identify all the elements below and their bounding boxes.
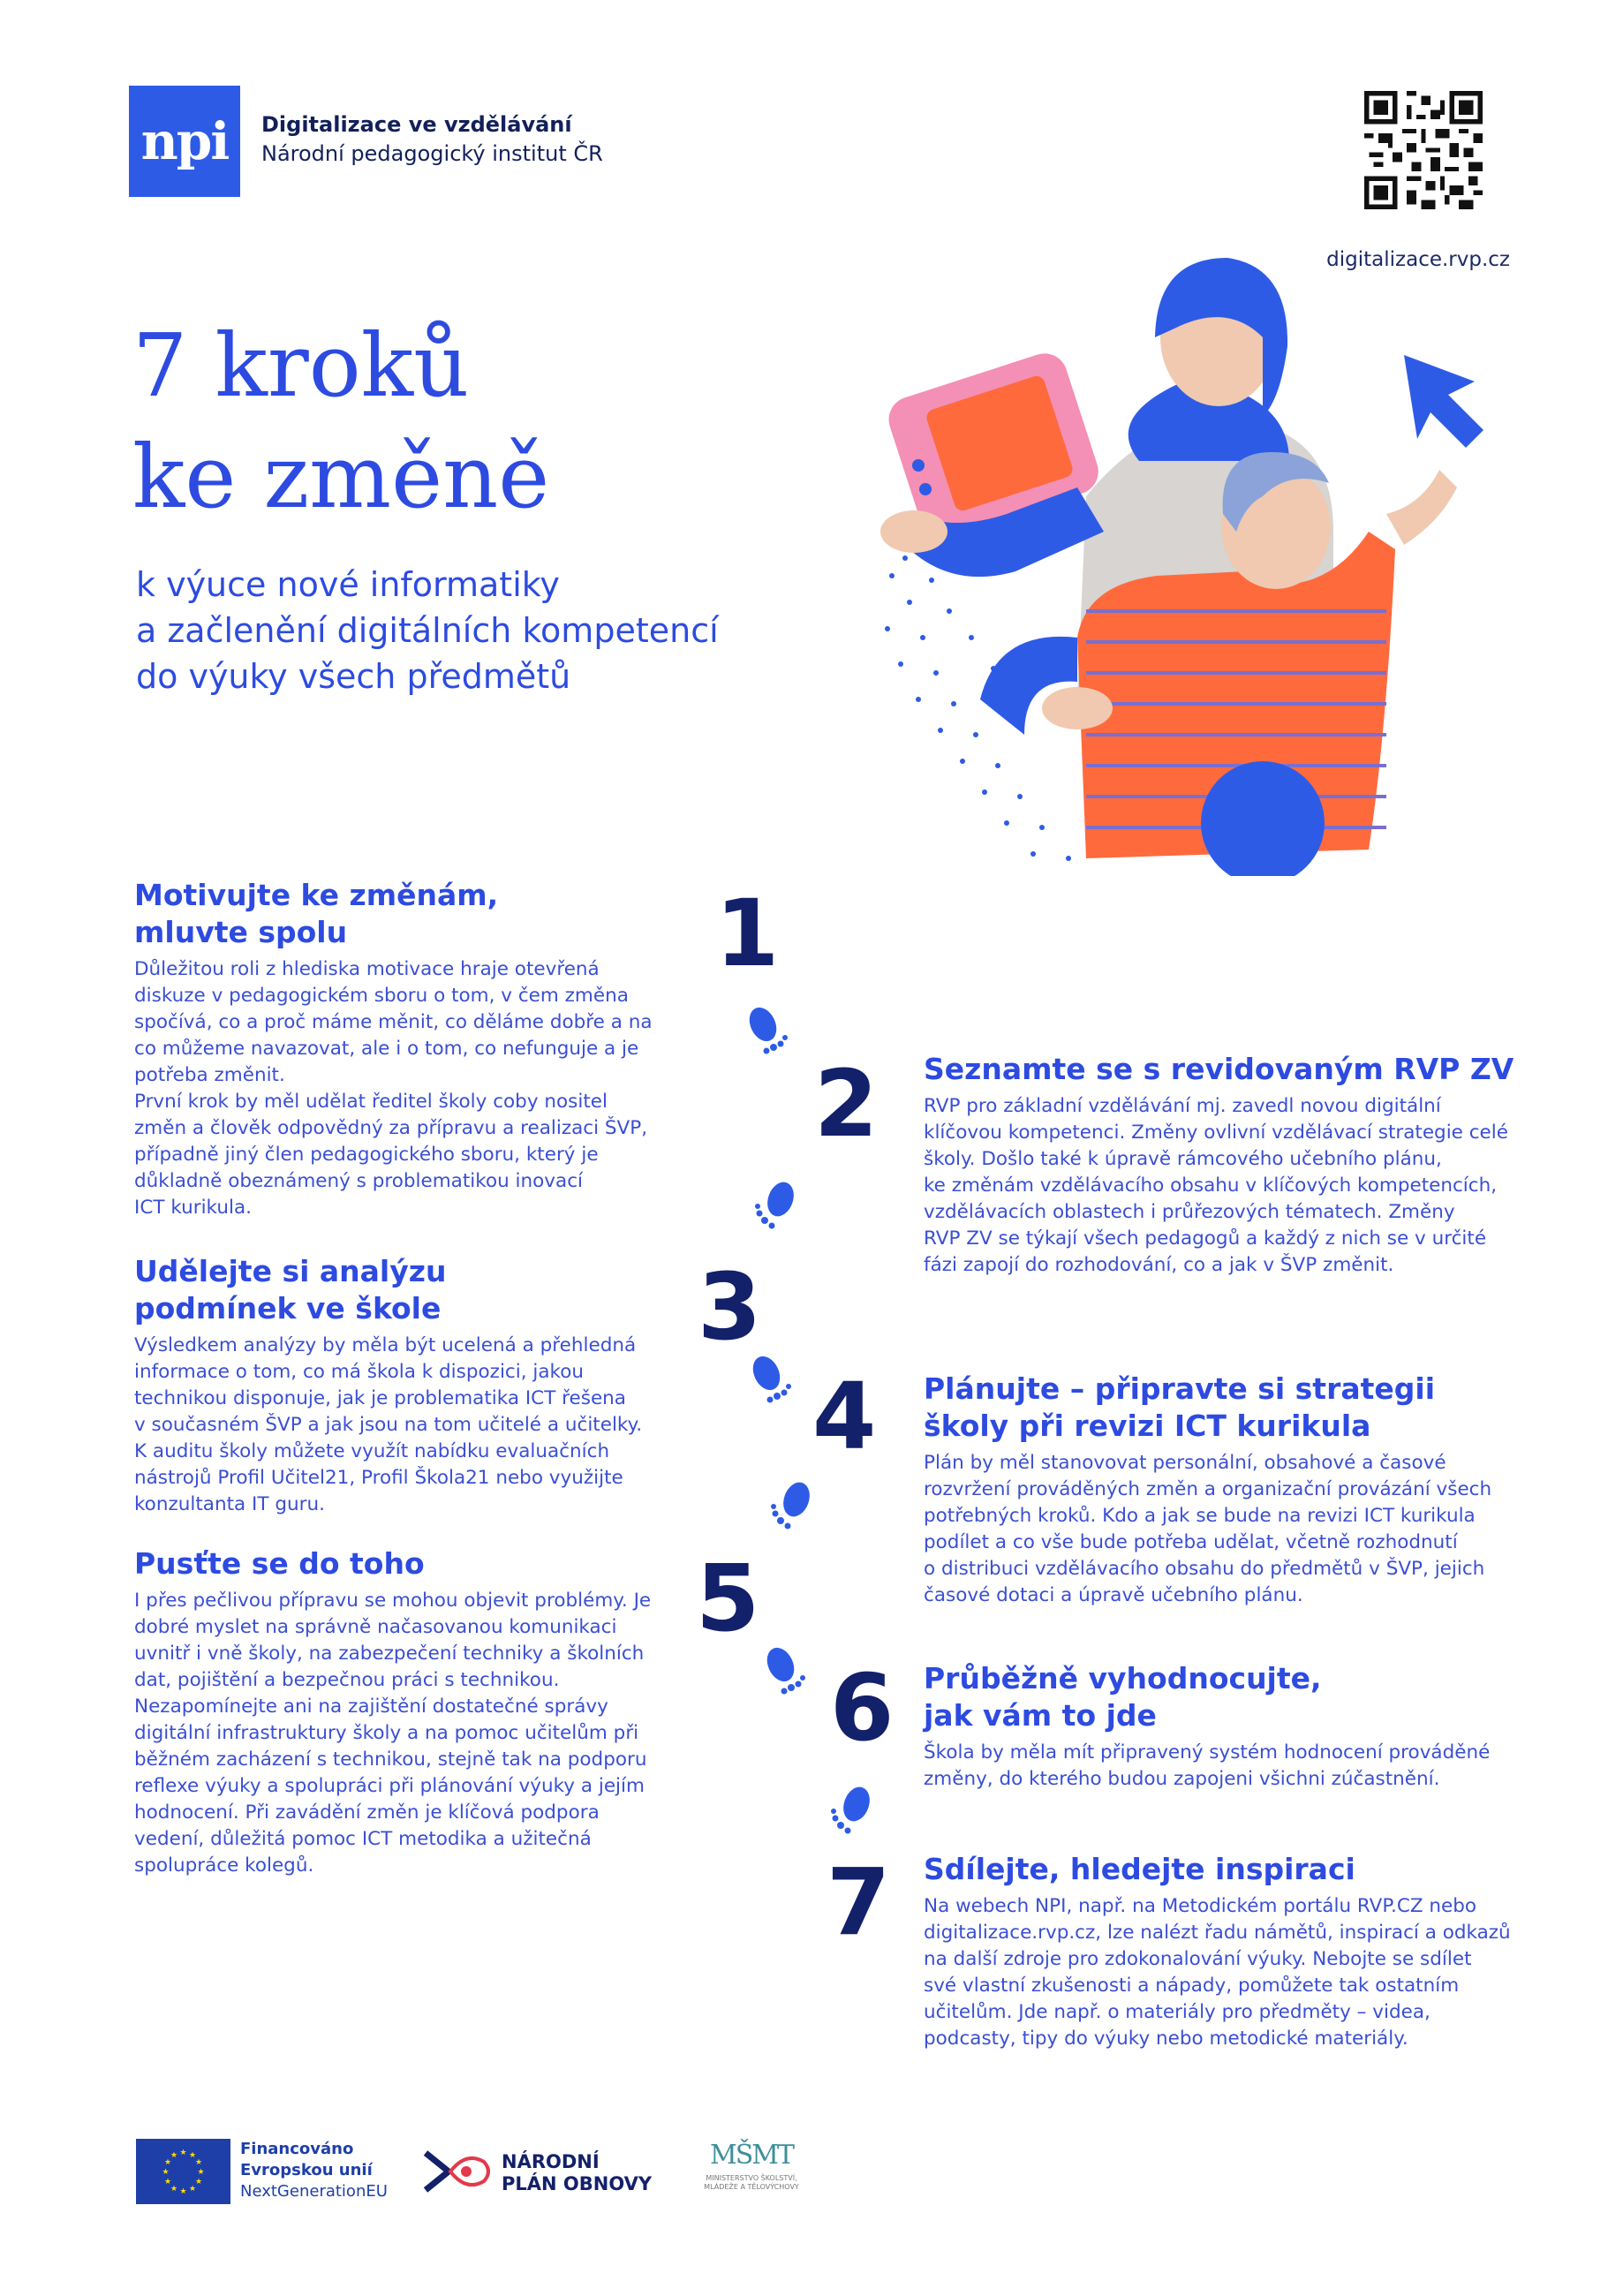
step-text: RVP pro základní vzdělávání mj. zavedl novou digitální klíčovou kompetenci. Změny ovlivní vzdělávací strategie celé školy. Došlo také k úpravě rámcového učebního plánu, ke změnám vzdělávacího obsahu v klíčových kompetencích, vzdělávacích oblastech i průřezových tématech. Změny RVP ZV se týkají všech pedagogů a každý z nich se v určité fázi zapojí do rozhodování, co a jak v ŠVP změnit. bbox=[924, 1095, 1508, 1276]
step-text: Škola by měla mít připravený systém hodnocení prováděné změny, do kterého budou zapojeni všichni zúčastnění. bbox=[924, 1741, 1491, 1790]
svg-text:★: ★ bbox=[170, 2151, 178, 2160]
svg-text:★: ★ bbox=[163, 2178, 172, 2186]
step-7 bbox=[924, 1851, 1511, 2052]
npo-logo-icon bbox=[422, 2144, 494, 2199]
svg-text:★: ★ bbox=[188, 2185, 197, 2194]
step-heading: Udělejte si analýzu podmínek ve škole bbox=[134, 1254, 447, 1325]
eu-funding-text: Financováno Evropskou unií NextGenerationEU bbox=[240, 2140, 388, 2201]
step-text: Výsledkem analýzy by měla být ucelená a přehledná informace o tom, co má škola k dispozici, jakou technikou disponuje, jak je problematika ICT řešena v současném ŠVP a jak jsou na tom učitelé a učitelky. K auditu školy můžete využít nabídku evaluačních nástrojů Profil Učitel21, Profil Škola21 nebo využijte konzultanta IT guru. bbox=[134, 1334, 643, 1515]
footprint-icon bbox=[828, 1779, 876, 1841]
step-4 bbox=[924, 1371, 1491, 1609]
eu-flag-icon bbox=[136, 2139, 230, 2204]
svg-text:★: ★ bbox=[162, 2168, 170, 2177]
svg-text:★: ★ bbox=[194, 2158, 203, 2167]
step-3 bbox=[134, 1253, 642, 1518]
step-heading: Průběžně vyhodnocujte, jak vám to jde bbox=[924, 1661, 1322, 1733]
npi-logo bbox=[129, 86, 240, 197]
step-text: Důležitou roli z hlediska motivace hraje otevřená diskuze v pedagogickém sboru o tom, v čem změna spočívá, co a proč máme měnit, co děláme dobře a na co můžeme navazovat, ale i o tom, co nefunguje a je potřeba změnit. První krok by měl udělat ředitel školy coby nositel změn a člověk odpovědný za přípravu a realizaci ŠVP, případně jiný člen pedagogického sboru, který je důkladně obeznámený s problematikou inovací ICT kurikula. bbox=[134, 958, 653, 1219]
step-number-7: 7 bbox=[827, 1848, 891, 1956]
logo-text: npi bbox=[140, 111, 229, 171]
svg-text:★: ★ bbox=[179, 2149, 187, 2157]
subtitle-line-1: k výuce nové informatiky bbox=[136, 565, 560, 604]
qr-code bbox=[1364, 91, 1483, 209]
svg-text:★: ★ bbox=[179, 2187, 187, 2196]
footprint-icon bbox=[768, 1475, 816, 1537]
page-title bbox=[132, 311, 549, 533]
msmt-logo: MŠMT MINISTERSTVO ŠKOLSTVÍ, MLÁDEŽE A TĚLOVÝCHOVY bbox=[685, 2137, 818, 2192]
step-1 bbox=[134, 877, 653, 1221]
step-heading: Sdílejte, hledejte inspiraci bbox=[924, 1852, 1355, 1886]
step-heading: Motivujte ke změnám, mluvte spolu bbox=[134, 878, 499, 949]
footprint-icon bbox=[761, 1638, 809, 1700]
subtitle-line-3: do výuky všech předmětů bbox=[136, 657, 571, 696]
svg-text:★: ★ bbox=[163, 2158, 172, 2167]
step-heading: Pusťte se do toho bbox=[134, 1546, 425, 1581]
step-6 bbox=[924, 1660, 1490, 1793]
title-line-2: ke změně bbox=[132, 427, 550, 528]
step-text: Plán by měl stanovovat personální, obsahové a časové rozvržení prováděných změn a organizační provázání všech potřebných kroků. Kdo a jak se bude na revizi ICT kurikula podílet a co vše bude potřeba udělat, včetně rozhodnutí o distribuci vzdělávacího obsahu do předmětů v ŠVP, jejich časové dotaci a úpravě učebního plánu. bbox=[924, 1452, 1492, 1606]
step-heading: Seznamte se s revidovaným RVP ZV bbox=[924, 1052, 1514, 1086]
footprint-icon bbox=[744, 998, 791, 1060]
step-number-1: 1 bbox=[715, 880, 780, 987]
step-number-5: 5 bbox=[696, 1545, 760, 1652]
step-2 bbox=[924, 1051, 1514, 1279]
website-url: digitalizace.rvp.cz bbox=[1326, 248, 1510, 271]
subtitle-line-2: a začlenění digitálních kompetencí bbox=[136, 611, 719, 650]
step-text: Na webech NPI, např. na Metodickém portálu RVP.CZ nebo digitalizace.rvp.cz, lze nalézt řadu námětů, inspirací a odkazů na další zdroje pro zdokonalování výuky. Nebojte se sdílet své vlastní zkušenosti a nápady, pomůžete tak ostatním učitelům. Jde např. o materiály pro předměty – videa, podcasty, tipy do výuky nebo metodické materiály. bbox=[924, 1895, 1511, 2050]
org-subtitle: Národní pedagogický institut ČR bbox=[261, 141, 603, 166]
step-text: I přes pečlivou přípravu se mohou objevit problémy. Je dobré myslet na správně načasovanou komunikaci uvnitř i vně školy, na zabezpečení techniky a školních dat, pojištění a bezpečnou práci s technikou. Nezapomínejte ani na zajištění dostatečné správy digitální infrastruktury školy a na pomoc učitelům při běžném zacházení s technikou, stejně tak na podporu reflexe výuky a spolupráci při plánování výuky a jejím hodnocení. Při zavádění změn je klíčová podpora vedení, důležitá pomoc ICT metodika a užitečná spolupráce kolegů. bbox=[134, 1590, 652, 1877]
svg-text:★: ★ bbox=[194, 2178, 203, 2186]
step-number-3: 3 bbox=[698, 1253, 762, 1361]
step-heading: Plánujte – připravte si strategii školy při revizi ICT kurikula bbox=[924, 1371, 1436, 1443]
npo-text: NÁRODNÍ PLÁN OBNOVY bbox=[502, 2151, 653, 2194]
step-5 bbox=[134, 1545, 651, 1879]
step-number-2: 2 bbox=[814, 1050, 879, 1158]
msmt-logo-mark: MŠMT bbox=[710, 2140, 793, 2171]
page-subtitle bbox=[136, 562, 719, 699]
step-number-4: 4 bbox=[812, 1363, 877, 1470]
title-line-1: 7 kroků bbox=[132, 316, 470, 417]
footprint-icon bbox=[752, 1174, 800, 1236]
svg-text:★: ★ bbox=[188, 2151, 197, 2160]
step-number-6: 6 bbox=[830, 1654, 895, 1762]
svg-text:★: ★ bbox=[170, 2185, 178, 2194]
svg-text:★: ★ bbox=[197, 2168, 205, 2177]
footprint-icon bbox=[747, 1347, 795, 1409]
org-title: Digitalizace ve vzdělávání bbox=[261, 112, 572, 137]
teacher-student-illustration bbox=[874, 240, 1510, 876]
